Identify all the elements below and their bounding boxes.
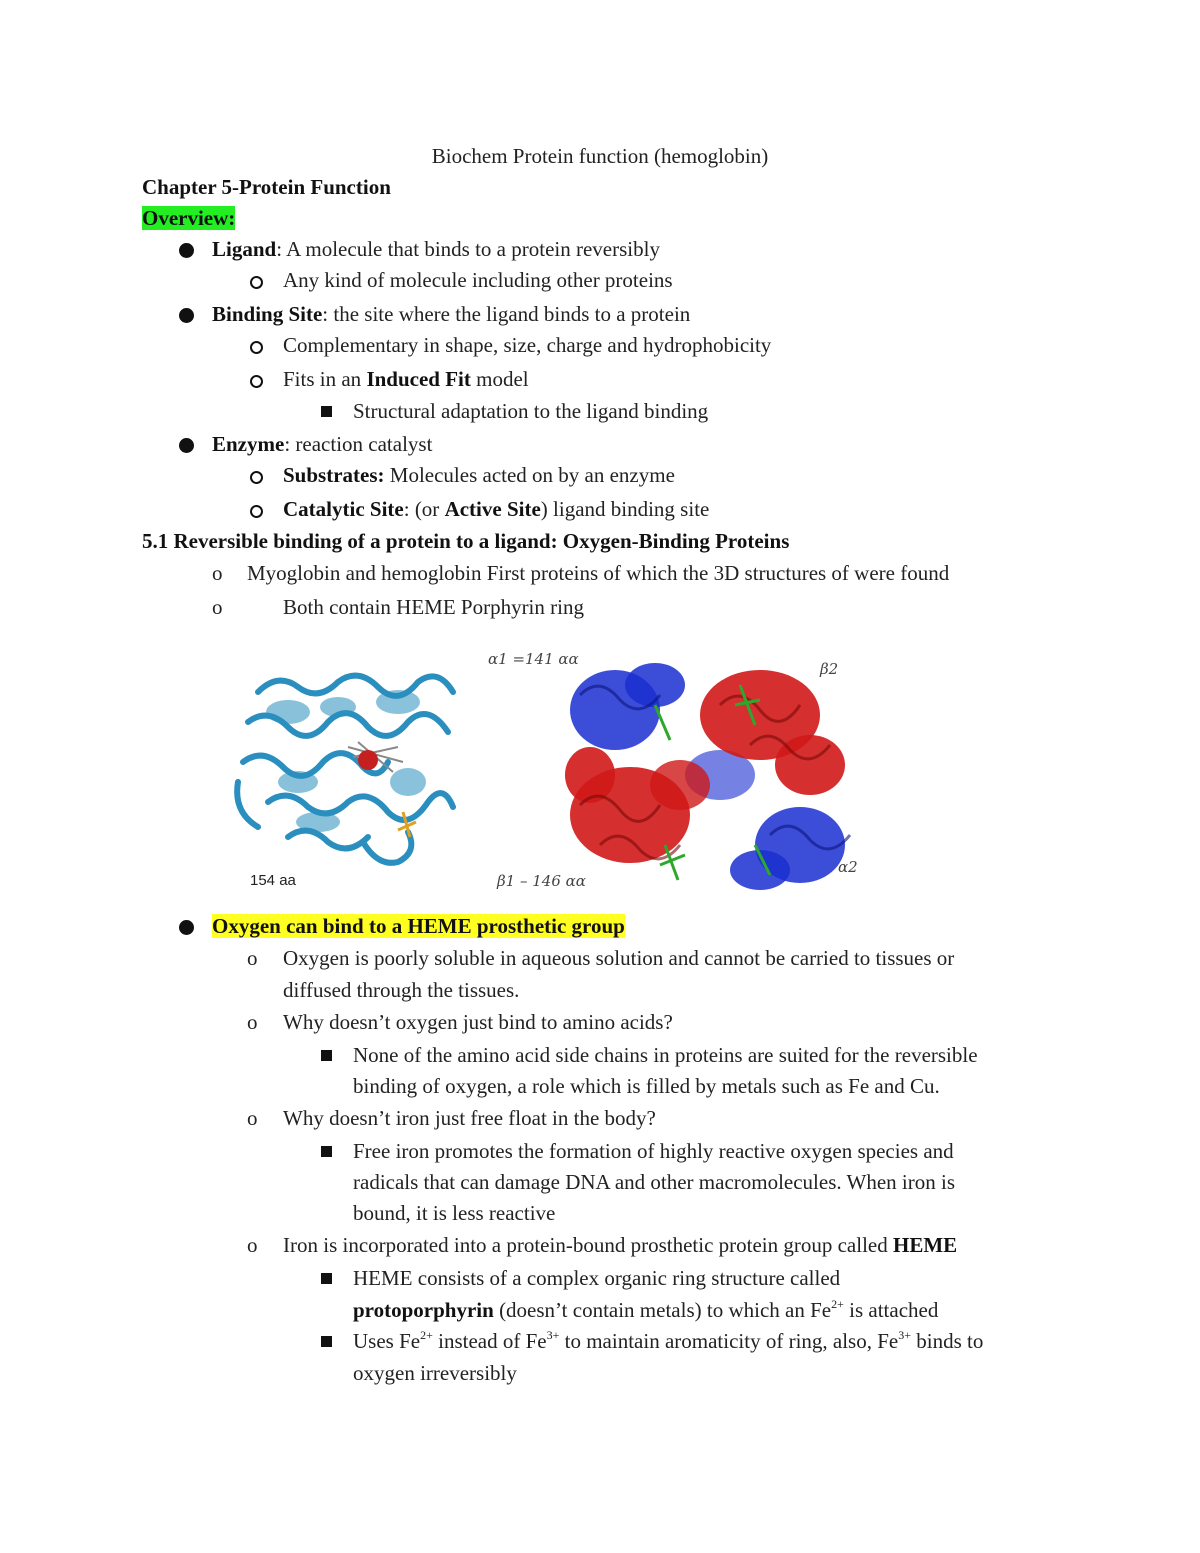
o-bullet-glyph: o <box>247 1233 258 1257</box>
oxygen-heme-heading <box>212 912 625 940</box>
disc-bullet-icon <box>179 438 194 453</box>
square-bullet-icon <box>321 1273 332 1284</box>
fe-aromaticity-line-2: oxygen irreversibly <box>353 1361 517 1385</box>
fe-aromaticity-line-1 <box>353 1327 983 1355</box>
enzyme-item <box>212 430 432 458</box>
amino-acid-answer-line-2: binding of oxygen, a role which is filled by metals such as Fe and Cu. <box>353 1074 940 1098</box>
active-site-term: Active Site <box>444 497 541 521</box>
substrates-item <box>283 461 675 489</box>
myoglobin-label: 154 aa <box>250 872 296 889</box>
o-bullet-glyph: o <box>247 1010 258 1034</box>
oxygen-heme-highlight: Oxygen can bind to a HEME prosthetic group <box>212 914 625 938</box>
section-5-1-item-1: Myoglobin and hemoglobin First proteins of which the 3D structures of were found <box>247 561 950 585</box>
circle-bullet-icon <box>250 471 263 484</box>
substrates-definition: Molecules acted on by an enzyme <box>384 463 675 487</box>
enzyme-definition: : reaction catalyst <box>284 432 433 456</box>
circle-bullet-icon <box>250 505 263 518</box>
heme-term: HEME <box>893 1233 958 1257</box>
induced-fit-term: Induced Fit <box>366 367 471 391</box>
fe-charge-sup: 2+ <box>420 1328 433 1342</box>
hemoglobin-alpha1-label: α1 =141 αα <box>488 650 579 668</box>
substrates-term: Substrates: <box>283 463 385 487</box>
hemoglobin-beta2-label: β2 <box>820 660 839 678</box>
heme-incorporation-item <box>283 1231 957 1259</box>
section-5-1-item-2: Both contain HEME Porphyrin ring <box>283 595 584 619</box>
hemoglobin-beta1-label: β1 – 146 αα <box>497 872 586 890</box>
catalytic-site-mid: : (or <box>403 497 445 521</box>
chapter-heading: Chapter 5-Protein Function <box>142 175 391 199</box>
enzyme-term: Enzyme <box>212 432 285 456</box>
fe-text-b: instead of Fe <box>432 1329 547 1353</box>
amino-acid-question: Why doesn’t oxygen just bind to amino acids? <box>283 1010 673 1034</box>
fe-charge-sup: 3+ <box>898 1328 912 1342</box>
square-bullet-icon <box>321 1336 332 1347</box>
o-bullet-glyph: o <box>212 561 223 585</box>
induced-fit-prefix: Fits in an <box>283 367 367 391</box>
square-bullet-icon <box>321 1050 332 1061</box>
circle-bullet-icon <box>250 341 263 354</box>
binding-site-term: Binding Site <box>212 302 323 326</box>
ligand-item <box>212 235 660 263</box>
free-iron-question: Why doesn’t iron just free float in the body? <box>283 1106 656 1130</box>
disc-bullet-icon <box>179 920 194 935</box>
hemoglobin-structure-figure <box>560 655 860 895</box>
fe-text-c: to maintain aromaticity of ring, also, Fe <box>559 1329 899 1353</box>
fe-charge-sup: 2+ <box>831 1297 844 1311</box>
circle-bullet-icon <box>250 375 263 388</box>
protoporphyrin-suffix: is attached <box>843 1298 939 1322</box>
hemoglobin-alpha2-label: α2 <box>838 858 858 876</box>
fe-charge-sup: 3+ <box>546 1328 560 1342</box>
induced-fit-suffix: model <box>470 367 529 391</box>
catalytic-site-term: Catalytic Site <box>283 497 404 521</box>
ligand-term: Ligand <box>212 237 277 261</box>
fe-text-a: Uses Fe <box>353 1329 421 1353</box>
free-iron-answer-line-3: bound, it is less reactive <box>353 1201 556 1225</box>
ligand-subitem: Any kind of molecule including other proteins <box>283 268 673 292</box>
square-bullet-icon <box>321 1146 332 1157</box>
fe-text-d: binds to <box>911 1329 984 1353</box>
o-bullet-glyph: o <box>247 1106 258 1130</box>
protoporphyrin-mid: (doesn’t contain metals) to which an Fe <box>493 1298 832 1322</box>
binding-site-subitem-2 <box>283 365 529 393</box>
disc-bullet-icon <box>179 243 194 258</box>
document-title: Biochem Protein function (hemoglobin) <box>431 144 769 168</box>
binding-site-definition: : the site where the ligand binds to a protein <box>322 302 691 326</box>
amino-acid-answer-line-1: None of the amino acid side chains in proteins are suited for the reversible <box>353 1043 978 1067</box>
overview-heading <box>142 204 235 232</box>
square-bullet-icon <box>321 406 332 417</box>
heme-structure-line-1: HEME consists of a complex organic ring structure called <box>353 1266 841 1290</box>
overview-highlight: Overview: <box>142 206 236 230</box>
binding-site-subitem-1: Complementary in shape, size, charge and hydrophobicity <box>283 333 772 357</box>
oxygen-solubility-line-1: Oxygen is poorly soluble in aqueous solution and cannot be carried to tissues or <box>283 946 955 970</box>
catalytic-site-item <box>283 495 709 523</box>
protoporphyrin-term: protoporphyrin <box>353 1298 494 1322</box>
section-5-1-heading: 5.1 Reversible binding of a protein to a ligand: Oxygen-Binding Proteins <box>142 529 790 553</box>
circle-bullet-icon <box>250 276 263 289</box>
oxygen-solubility-line-2: diffused through the tissues. <box>283 978 520 1002</box>
heme-incorporation-text: Iron is incorporated into a protein-bound prosthetic protein group called <box>283 1233 893 1257</box>
catalytic-site-suffix: ) ligand binding site <box>540 497 710 521</box>
free-iron-answer-line-2: radicals that can damage DNA and other macromolecules. When iron is <box>353 1170 955 1194</box>
free-iron-answer-line-1: Free iron promotes the formation of highly reactive oxygen species and <box>353 1139 954 1163</box>
myoglobin-structure-figure <box>228 652 468 882</box>
induced-fit-subitem: Structural adaptation to the ligand binding <box>353 399 709 423</box>
o-bullet-glyph: o <box>212 595 223 619</box>
heme-structure-line-2 <box>353 1296 938 1324</box>
disc-bullet-icon <box>179 308 194 323</box>
ligand-definition: : A molecule that binds to a protein reversibly <box>276 237 660 261</box>
o-bullet-glyph: o <box>247 946 258 970</box>
binding-site-item <box>212 300 690 328</box>
